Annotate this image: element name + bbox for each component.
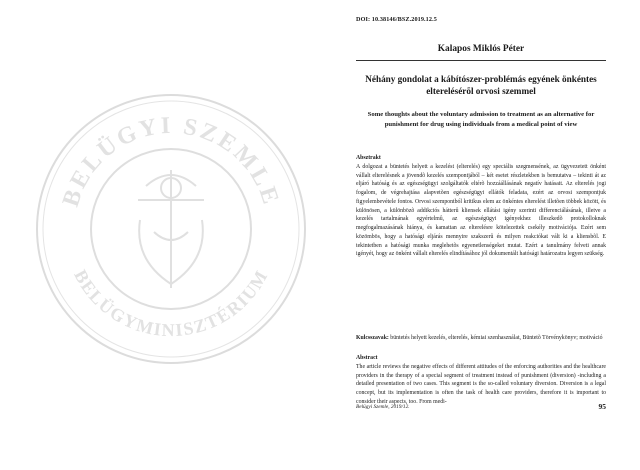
abstract-english-heading: Abstract (356, 355, 378, 361)
header-divider (356, 60, 606, 61)
article-title-hungarian: Néhány gondolat a kábítószer-problémás egyének önkéntes elterelésérõl orvosi szemmel (365, 74, 597, 96)
keywords-text: büntetés helyett kezelés, elterelés, kémiai szenhasználat, Büntetõ Törvénykönyv; motiváció (388, 335, 603, 341)
abstract-hungarian (356, 154, 606, 259)
page-number: 95 (598, 402, 606, 411)
seal-bottom-text: BELÜGYMINISZTÉRIUM (70, 266, 272, 341)
author-name: Kalapos Miklós Péter (437, 44, 525, 54)
abstract-english (356, 354, 606, 407)
keywords (356, 334, 606, 343)
watermark-seal (34, 92, 308, 366)
journal-citation: Belügyi Szemle, 2019/12. (356, 404, 410, 410)
article-title-english: Some thoughts about the voluntary admission to treatment as an alternative for punishment for drug using individuals from a medical point of view (367, 111, 595, 128)
abstract-hungarian-heading: Absztrakt (356, 155, 381, 161)
journal-page (356, 14, 606, 460)
seal-emblem (138, 170, 204, 288)
seal-top-text: BELÜGYI SZEMLE (57, 112, 285, 210)
abstract-hungarian-text: A dolgozat a büntetés helyett a kezelést (elterelés) egy speciális szegmensének, az ügyvezetett önként vállalt elterelésnek a jövendõ kezelés szempontjából – két esetet részletekben is bemutatva – tekinti át az eljáró hatóság és az egészségügyi szolgáltatók eltérõ hozzáállásának negatív hatásait. Az elterelés jogi fogalom, de végrehajtása alapvetõen egészségügyi ellátók feladata, ezért az orvosi szempontjuk figyelembevétele fontos. Orvosi szempontból kritikus elem az önkéntes elterelést illetõen többek között, és különösen, a különbözõ addikciós hátterû kliensek ellátási igény szerinti differenciálásának, illetve a kezelés tartalmának egyértelmû, az egészségügyi igényekhez illeszkedõ protokolloknak megfogalmazásának hiánya, és kamattan az elterelésre kötelezettek csekély motivációja. Ezért sem közömbös, hogy a hatósági eljárás mennyire szakszerû és milyen reakciókat vált ki a kliensbõl. E tekintetben a hatósági munka meglehetõs egyenetlenségeket mutat. Ezért a tanulmány felveti annak igényét, hogy az önként vállalt elterelés elindításához jól dokumentált hatósági határozatra legyen szükség. (356, 163, 606, 258)
abstract-english-text: The article reviews the negative effects of different attitudes of the enforcing authorities and the healthcare providers in the therapy of a special segment of treatment instead of punishment (diversion) -including a detailed presentation of two cases. This segment is the so-called voluntary diversion. Diversion is a legal concept, but its implementation is often the task of health care providers, therefore it is important to consider their aspects, too. From medi- (356, 363, 606, 405)
keywords-label: Kulcsszavak: (356, 335, 389, 341)
doi-label: DOI: 10.38146/BSZ.2019.12.5 (356, 16, 437, 23)
